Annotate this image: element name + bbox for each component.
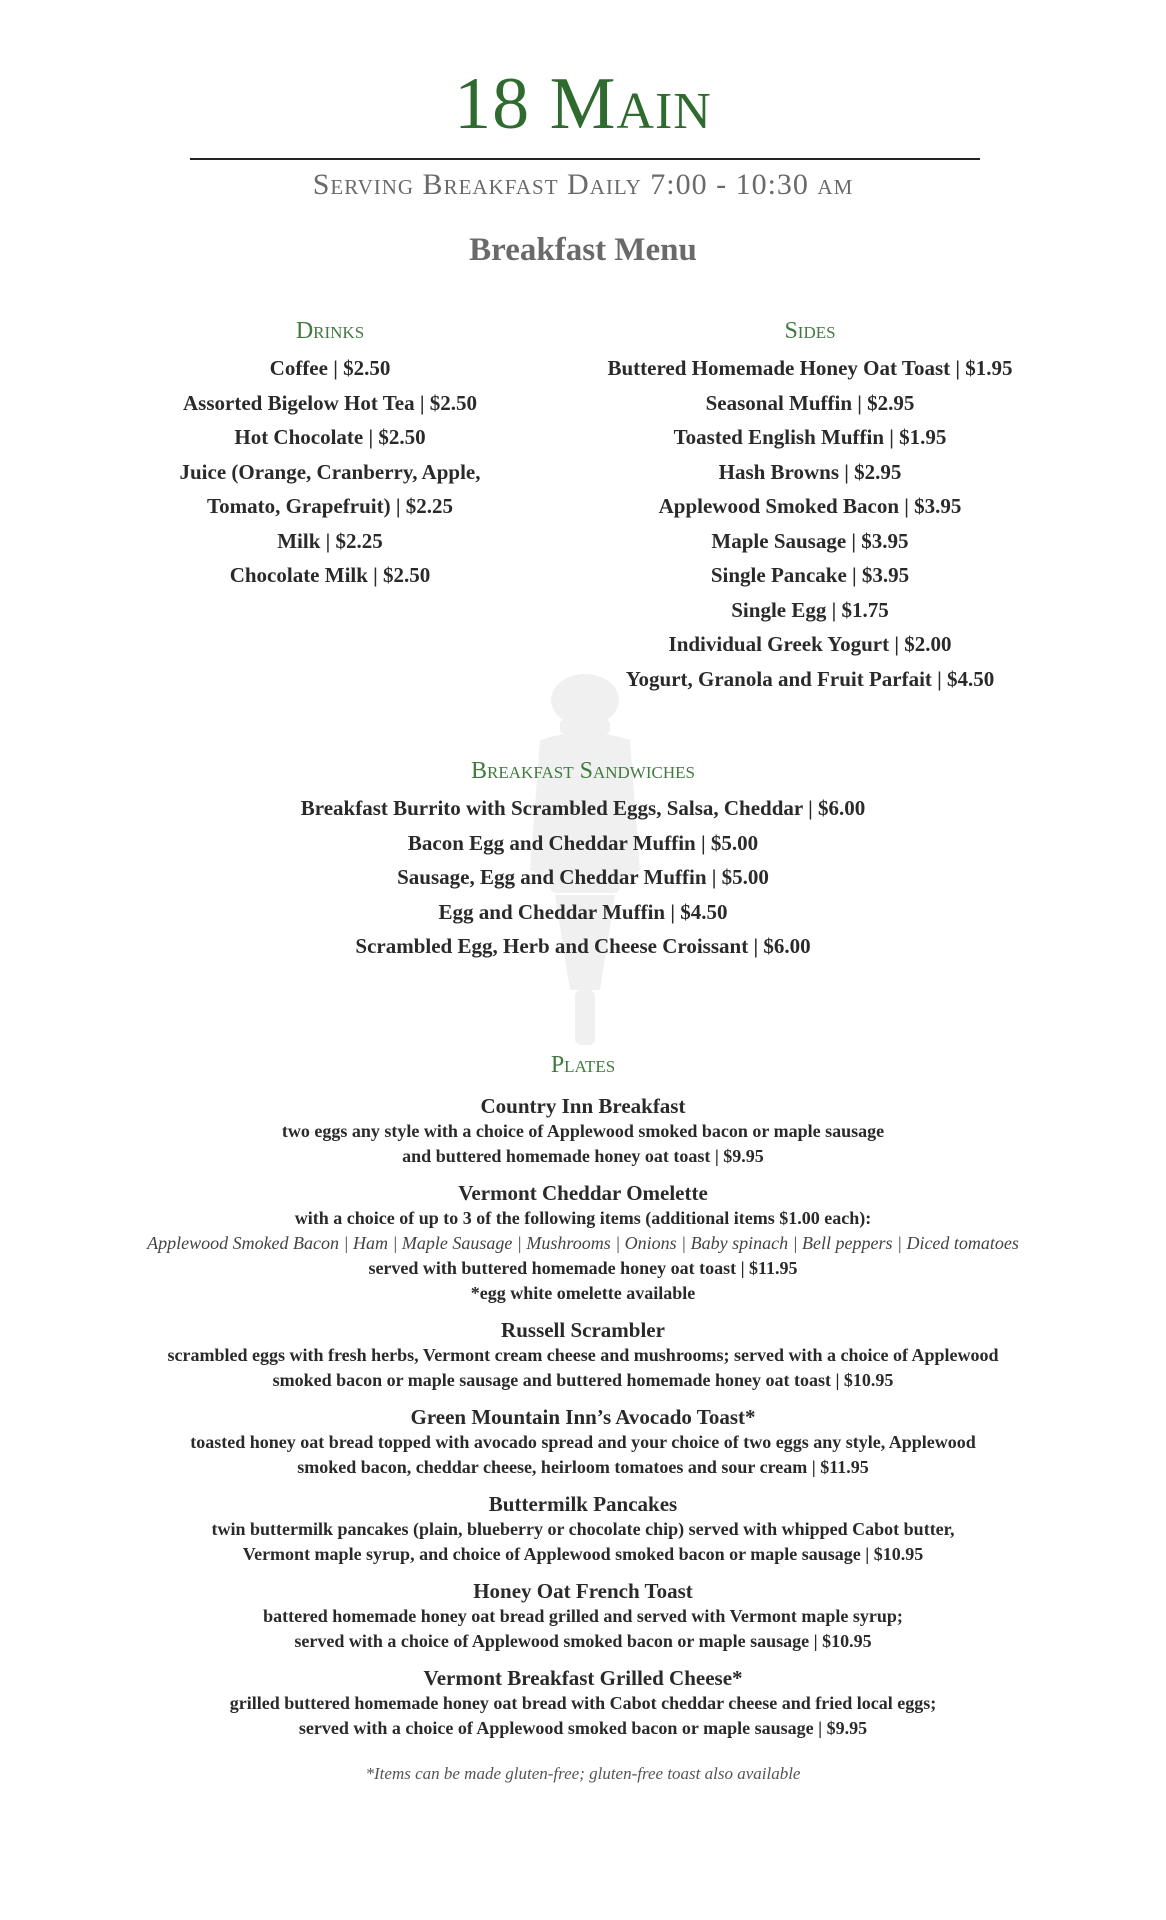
- plate-name: Buttermilk Pancakes: [488, 1492, 678, 1516]
- restaurant-title: 18 Main: [454, 63, 712, 145]
- drink-item: Juice (Orange, Cranberry, Apple,: [179, 459, 481, 484]
- omelette-options: Applewood Smoked Bacon | Ham | Maple Sausage | Mushrooms | Onions | Baby spinach | Bell peppers | Diced tomatoes: [147, 1233, 1019, 1253]
- plate-description: smoked bacon, cheddar cheese, heirloom tomatoes and sour cream | $11.95: [297, 1457, 869, 1477]
- sandwich-item: Breakfast Burrito with Scrambled Eggs, Salsa, Cheddar | $6.00: [300, 796, 866, 820]
- drink-item: Tomato, Grapefruit) | $2.25: [207, 494, 453, 518]
- drink-item: Coffee | $2.50: [269, 356, 391, 380]
- plate-name: Green Mountain Inn’s Avocado Toast*: [410, 1405, 756, 1429]
- plate-description: scrambled eggs with fresh herbs, Vermont cream cheese and mushrooms; served with a choice of Applewood: [167, 1345, 999, 1365]
- plate-description: grilled buttered homemade honey oat bread with Cabot cheddar cheese and fried local eggs;: [229, 1693, 937, 1713]
- side-item: Individual Greek Yogurt | $2.00: [668, 632, 952, 656]
- plate-item: [0, 1665, 1166, 1741]
- gluten-free-footnote: *Items can be made gluten-free; gluten-free toast also available: [365, 1764, 801, 1783]
- plate-description: twin buttermilk pancakes (plain, blueberry or chocolate chip) served with whipped Cabot butter,: [211, 1519, 955, 1539]
- side-item: Maple Sausage | $3.95: [711, 528, 909, 553]
- sandwich-item: Scrambled Egg, Herb and Cheese Croissant | $6.00: [355, 934, 811, 958]
- plate-name: Honey Oat French Toast: [473, 1579, 693, 1603]
- plate-item: [0, 1491, 1166, 1567]
- plate-item: [0, 1180, 1166, 1306]
- serving-hours-subtitle: Serving Breakfast Daily 7:00 - 10:30 am: [312, 168, 854, 201]
- sides-section: [600, 318, 1020, 696]
- drink-item: Milk | $2.25: [277, 528, 383, 553]
- side-item: Seasonal Muffin | $2.95: [705, 390, 915, 415]
- plates-section: [0, 1052, 1166, 1752]
- plate-item: [0, 1404, 1166, 1480]
- plate-item: [0, 1093, 1166, 1169]
- plate-name: Vermont Cheddar Omelette: [458, 1181, 708, 1205]
- side-item: Single Pancake | $3.95: [710, 563, 910, 587]
- plates-heading: Plates: [550, 1052, 616, 1078]
- plate-description: smoked bacon or maple sausage and buttered homemade honey oat toast | $10.95: [272, 1370, 894, 1390]
- plate-description: and buttered homemade honey oat toast | $9.95: [402, 1146, 764, 1166]
- sandwiches-heading: Breakfast Sandwiches: [471, 758, 695, 784]
- plate-description: with a choice of up to 3 of the following items (additional items $1.00 each):: [294, 1208, 872, 1228]
- side-item: Yogurt, Granola and Fruit Parfait | $4.50: [625, 666, 995, 691]
- menu-heading: Breakfast Menu: [469, 232, 697, 268]
- plate-description: toasted honey oat bread topped with avocado spread and your choice of two eggs any style, Applewood: [190, 1432, 976, 1452]
- title-divider: [190, 158, 980, 160]
- plate-item: [0, 1317, 1166, 1393]
- drink-item: Chocolate Milk | $2.50: [229, 563, 431, 587]
- sandwich-item: Sausage, Egg and Cheddar Muffin | $5.00: [397, 865, 769, 889]
- sandwich-item: Bacon Egg and Cheddar Muffin | $5.00: [407, 830, 759, 855]
- plate-description: Vermont maple syrup, and choice of Applewood smoked bacon or maple sausage | $10.95: [242, 1544, 924, 1564]
- drink-item: Hot Chocolate | $2.50: [234, 425, 426, 449]
- plate-note: *egg white omelette available: [470, 1283, 696, 1303]
- drink-item: Assorted Bigelow Hot Tea | $2.50: [183, 390, 477, 415]
- plate-description: two eggs any style with a choice of Applewood smoked bacon or maple sausage: [281, 1121, 885, 1141]
- plate-name: Country Inn Breakfast: [480, 1094, 686, 1118]
- plate-name: Vermont Breakfast Grilled Cheese*: [423, 1666, 743, 1690]
- sides-heading: Sides: [784, 318, 836, 344]
- side-item: Buttered Homemade Honey Oat Toast | $1.95: [607, 356, 1013, 380]
- drinks-heading: Drinks: [295, 318, 365, 344]
- plate-description: served with a choice of Applewood smoked bacon or maple sausage | $10.95: [294, 1631, 872, 1651]
- side-item: Applewood Smoked Bacon | $3.95: [658, 494, 962, 518]
- sandwiches-section: [0, 758, 1166, 964]
- plate-description: served with a choice of Applewood smoked bacon or maple sausage | $9.95: [298, 1718, 868, 1738]
- side-item: Single Egg | $1.75: [731, 597, 889, 622]
- plate-name: Russell Scrambler: [501, 1318, 665, 1342]
- plate-item: [0, 1578, 1166, 1654]
- side-item: Hash Browns | $2.95: [718, 459, 902, 484]
- drinks-section: [120, 318, 540, 593]
- sandwich-item: Egg and Cheddar Muffin | $4.50: [438, 899, 728, 924]
- plate-description: served with buttered homemade honey oat toast | $11.95: [368, 1258, 798, 1278]
- plate-description: battered homemade honey oat bread grilled and served with Vermont maple syrup;: [263, 1606, 903, 1626]
- side-item: Toasted English Muffin | $1.95: [673, 425, 947, 449]
